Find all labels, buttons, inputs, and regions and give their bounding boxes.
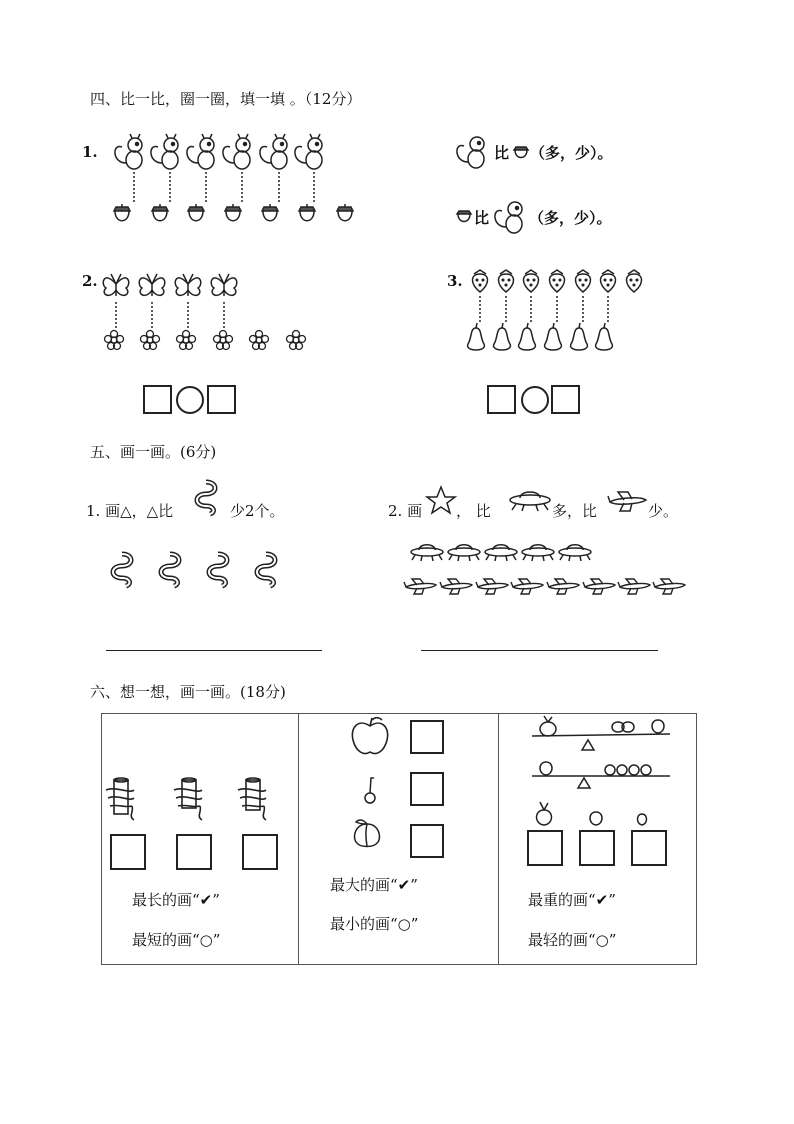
- q1-line1-options: （多，少）。: [530, 144, 613, 162]
- airplane-icon: [510, 576, 544, 598]
- airplane-icon: [652, 576, 686, 598]
- pear-icon: [515, 322, 539, 354]
- squirrel-icon: [184, 134, 220, 172]
- q5-2-a: 2. 画: [388, 502, 423, 520]
- connector-line: [132, 172, 136, 202]
- acorn-icon: [297, 204, 317, 226]
- pole-icon: [104, 776, 140, 826]
- objects-icon: [530, 800, 654, 828]
- squirrel-icon: [492, 197, 528, 237]
- section5-title: 五、画一画。(6分): [90, 443, 217, 461]
- airplane-icon: [475, 576, 509, 598]
- q1-line1-compare: 比: [494, 144, 510, 162]
- cherry-icon: [362, 776, 378, 804]
- acorn-icon: [455, 208, 473, 226]
- ufo-icon: [446, 542, 482, 564]
- answer-line[interactable]: [421, 650, 658, 651]
- q2-number: 2.: [82, 272, 98, 290]
- q1-line2-options: （多，少）。: [529, 209, 612, 227]
- acorn-icon: [512, 144, 530, 162]
- connector-line: [478, 296, 482, 322]
- connector-line: [277, 172, 281, 202]
- ufo-icon: [483, 542, 519, 564]
- connector-line: [168, 172, 172, 202]
- acorn-icon: [150, 204, 170, 226]
- answer-box[interactable]: [207, 385, 236, 414]
- ufo-icon: [520, 542, 556, 564]
- pear-icon: [490, 322, 514, 354]
- col1-shortest: 最短的画“○”: [132, 931, 221, 949]
- scale-icon: [530, 716, 672, 796]
- answer-box[interactable]: [143, 385, 172, 414]
- answer-line[interactable]: [106, 650, 322, 651]
- q5-2-d: 少。: [648, 502, 679, 520]
- connector-line: [222, 302, 226, 328]
- acorn-icon: [260, 204, 280, 226]
- connector-line: [312, 172, 316, 202]
- flower-icon: [286, 330, 306, 350]
- acorn-icon: [223, 204, 243, 226]
- strawberry-icon: [496, 268, 516, 294]
- acorn-icon: [335, 204, 355, 226]
- apple-icon: [350, 716, 390, 758]
- airplane-icon: [439, 576, 473, 598]
- section4-title: 四、比一比，圈一圈，填一填 。（12分）: [90, 90, 362, 108]
- col3-heaviest: 最重的画“✔”: [528, 891, 616, 909]
- ufo-icon: [508, 488, 552, 512]
- flower-icon: [176, 330, 196, 350]
- q1-number: 1.: [82, 143, 98, 161]
- flower-icon: [249, 330, 269, 350]
- q5-1-text: 1. 画△，△比: [86, 502, 174, 520]
- col2-smallest: 最小的画“○”: [330, 915, 419, 933]
- pear-icon: [541, 322, 565, 354]
- airplane-icon: [582, 576, 616, 598]
- column-divider: [298, 714, 299, 964]
- col2-biggest: 最大的画“✔”: [330, 876, 418, 894]
- butterfly-icon: [208, 270, 240, 300]
- answer-box[interactable]: [110, 834, 146, 870]
- column-divider: [498, 714, 499, 964]
- q5-2-b: ， 比: [456, 502, 491, 520]
- pear-icon: [464, 322, 488, 354]
- butterfly-icon: [136, 270, 168, 300]
- answer-box[interactable]: [551, 385, 580, 414]
- compare-circle[interactable]: [521, 386, 549, 414]
- snake-icon: [248, 550, 284, 588]
- airplane-icon: [403, 576, 437, 598]
- connector-line: [581, 296, 585, 322]
- airplane-icon: [606, 488, 648, 514]
- flower-icon: [104, 330, 124, 350]
- pole-icon: [172, 776, 208, 816]
- ufo-icon: [557, 542, 593, 564]
- col3-lightest: 最轻的画“○”: [528, 931, 617, 949]
- strawberry-icon: [521, 268, 541, 294]
- connector-line: [504, 296, 508, 322]
- squirrel-icon: [292, 134, 328, 172]
- peach-icon: [352, 818, 382, 850]
- connector-line: [529, 296, 533, 322]
- answer-box[interactable]: [410, 772, 444, 806]
- connector-line: [204, 172, 208, 202]
- strawberry-icon: [573, 268, 593, 294]
- squirrel-icon: [148, 134, 184, 172]
- pear-icon: [592, 322, 616, 354]
- answer-box[interactable]: [579, 830, 615, 866]
- acorn-icon: [112, 204, 132, 226]
- answer-box[interactable]: [487, 385, 516, 414]
- squirrel-icon: [257, 134, 293, 172]
- pole-icon: [236, 776, 272, 818]
- connector-line: [186, 302, 190, 328]
- q3-number: 3.: [447, 272, 463, 290]
- pear-icon: [567, 322, 591, 354]
- squirrel-icon: [112, 134, 148, 172]
- squirrel-icon: [452, 132, 492, 172]
- strawberry-icon: [624, 268, 644, 294]
- strawberry-icon: [547, 268, 567, 294]
- acorn-icon: [186, 204, 206, 226]
- answer-box[interactable]: [410, 824, 444, 858]
- strawberry-icon: [598, 268, 618, 294]
- ufo-icon: [409, 542, 445, 564]
- star-icon: [426, 485, 456, 515]
- airplane-icon: [546, 576, 580, 598]
- q5-1-end: 少2个。: [230, 502, 285, 520]
- connector-line: [114, 302, 118, 328]
- snake-icon: [200, 550, 236, 588]
- connector-line: [240, 172, 244, 202]
- connector-line: [150, 302, 154, 328]
- airplane-icon: [617, 576, 651, 598]
- squirrel-icon: [220, 134, 256, 172]
- answer-box[interactable]: [631, 830, 667, 866]
- q1-line2-compare: 比: [474, 209, 490, 227]
- connector-line: [606, 296, 610, 322]
- answer-box[interactable]: [242, 834, 278, 870]
- butterfly-icon: [172, 270, 204, 300]
- connector-line: [555, 296, 559, 322]
- answer-box[interactable]: [410, 720, 444, 754]
- snake-icon: [152, 550, 188, 588]
- strawberry-icon: [470, 268, 490, 294]
- flower-icon: [140, 330, 160, 350]
- answer-box[interactable]: [527, 830, 563, 866]
- snake-icon: [104, 550, 140, 588]
- compare-circle[interactable]: [176, 386, 204, 414]
- section6-title: 六、想一想，画一画。(18分): [90, 683, 286, 701]
- q5-2-c: 多，比: [552, 502, 598, 520]
- butterfly-icon: [100, 270, 132, 300]
- answer-box[interactable]: [176, 834, 212, 870]
- col1-longest: 最长的画“✔”: [132, 891, 220, 909]
- flower-icon: [213, 330, 233, 350]
- snake-icon: [188, 478, 224, 516]
